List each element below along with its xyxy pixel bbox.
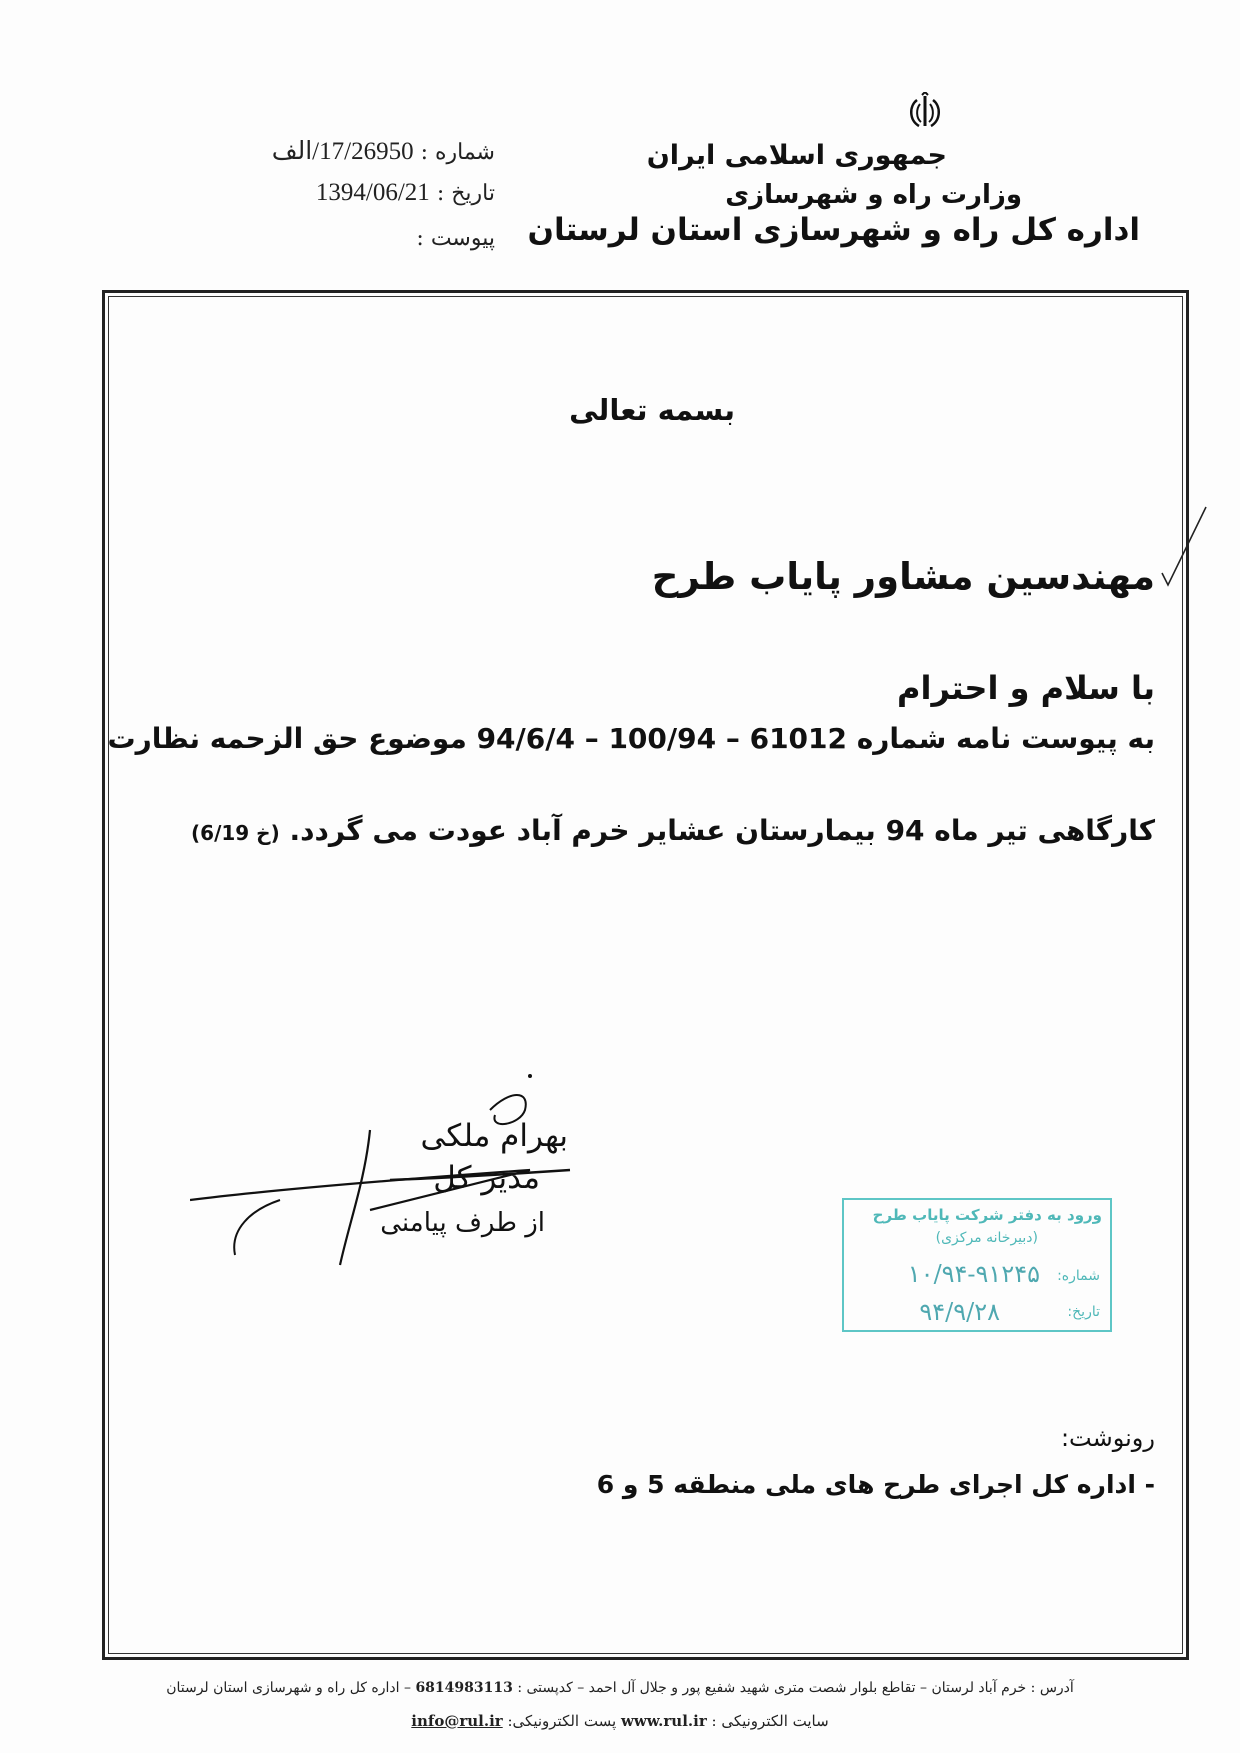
- footer-email[interactable]: info@rul.ir: [411, 1712, 503, 1730]
- stamp-subtitle: (دبیرخانه مرکزی): [935, 1230, 1038, 1246]
- footer-address: [95, 1680, 1145, 1696]
- stamp-number-value: ۱۰/۹۴-۹۱۲۴۵: [907, 1260, 1040, 1288]
- greeting: با سلام و احترام: [897, 669, 1155, 707]
- footer-address-suffix: – اداره کل راه و شهرسازی استان لرستان: [166, 1680, 411, 1696]
- header-ministry: وزارت راه و شهرسازی: [725, 180, 1022, 210]
- letter-date: [316, 179, 495, 207]
- letter-frame-inner: [108, 296, 1183, 1654]
- signer-title: مدیر کل: [433, 1160, 540, 1196]
- body-line-2: [191, 814, 1155, 847]
- footer-website[interactable]: www.rul.ir: [620, 1712, 707, 1730]
- header-country: جمهوری اسلامی ایران: [646, 140, 947, 171]
- letter-attachment-label: پیوست :: [416, 226, 495, 251]
- checkmark-icon: [1160, 505, 1210, 595]
- letter-number: [272, 136, 495, 166]
- footer-address-text: آدرس : خرم آباد لرستان – تقاطع بلوار شصت متری شهید شفیع پور و جلال آل احمد – کدپستی :: [517, 1680, 1074, 1696]
- letter-date-value: 1394/06/21: [315, 179, 430, 206]
- stamp-title: ورود به دفتر شرکت پایاب طرح: [872, 1206, 1102, 1224]
- header-office: اداره کل راه و شهرسازی استان لرستان: [527, 212, 1140, 248]
- body-line-1: به پیوست نامه شماره 61012 – 100/94 – 94/6/4 موضوع حق الزحمه نظارت: [107, 722, 1155, 755]
- stamp-date-label: تاریخ:: [1067, 1304, 1100, 1320]
- letter-attachment: [416, 226, 495, 251]
- stamp-date-value: ۹۴/۹/۲۸: [919, 1298, 1000, 1326]
- recipient: مهندسین مشاور پایاب طرح: [651, 555, 1155, 598]
- basmala: بسمه تعالی: [569, 393, 735, 427]
- footer-website-label: سایت الکترونیکی :: [711, 1712, 829, 1730]
- signer-name: بهرام ملکی: [420, 1118, 568, 1154]
- letter-date-label: تاریخ :: [436, 181, 495, 206]
- body-line-2-text: کارگاهی تیر ماه 94 بیمارستان عشایر خرم آباد عودت می گردد.: [289, 814, 1155, 847]
- cc-item: - اداره کل اجرای طرح های ملی منطقه 5 و 6: [596, 1470, 1155, 1499]
- receipt-stamp: [842, 1198, 1112, 1332]
- letter-number-label: شماره :: [420, 140, 495, 165]
- letter-number-value: 17/26950/الف: [271, 138, 414, 165]
- footer-contact: [95, 1712, 1145, 1730]
- stamp-number-label: شماره:: [1057, 1268, 1100, 1284]
- footer-email-label: پست الکترونیکی:: [507, 1712, 617, 1730]
- body-note: (خ 6/19): [191, 821, 280, 845]
- cc-label: رونوشت:: [1060, 1424, 1155, 1452]
- footer-postal-code: 6814983113: [415, 1680, 513, 1696]
- signer-on-behalf: از طرف پیامنی: [380, 1208, 545, 1238]
- iran-emblem-icon: [905, 92, 945, 132]
